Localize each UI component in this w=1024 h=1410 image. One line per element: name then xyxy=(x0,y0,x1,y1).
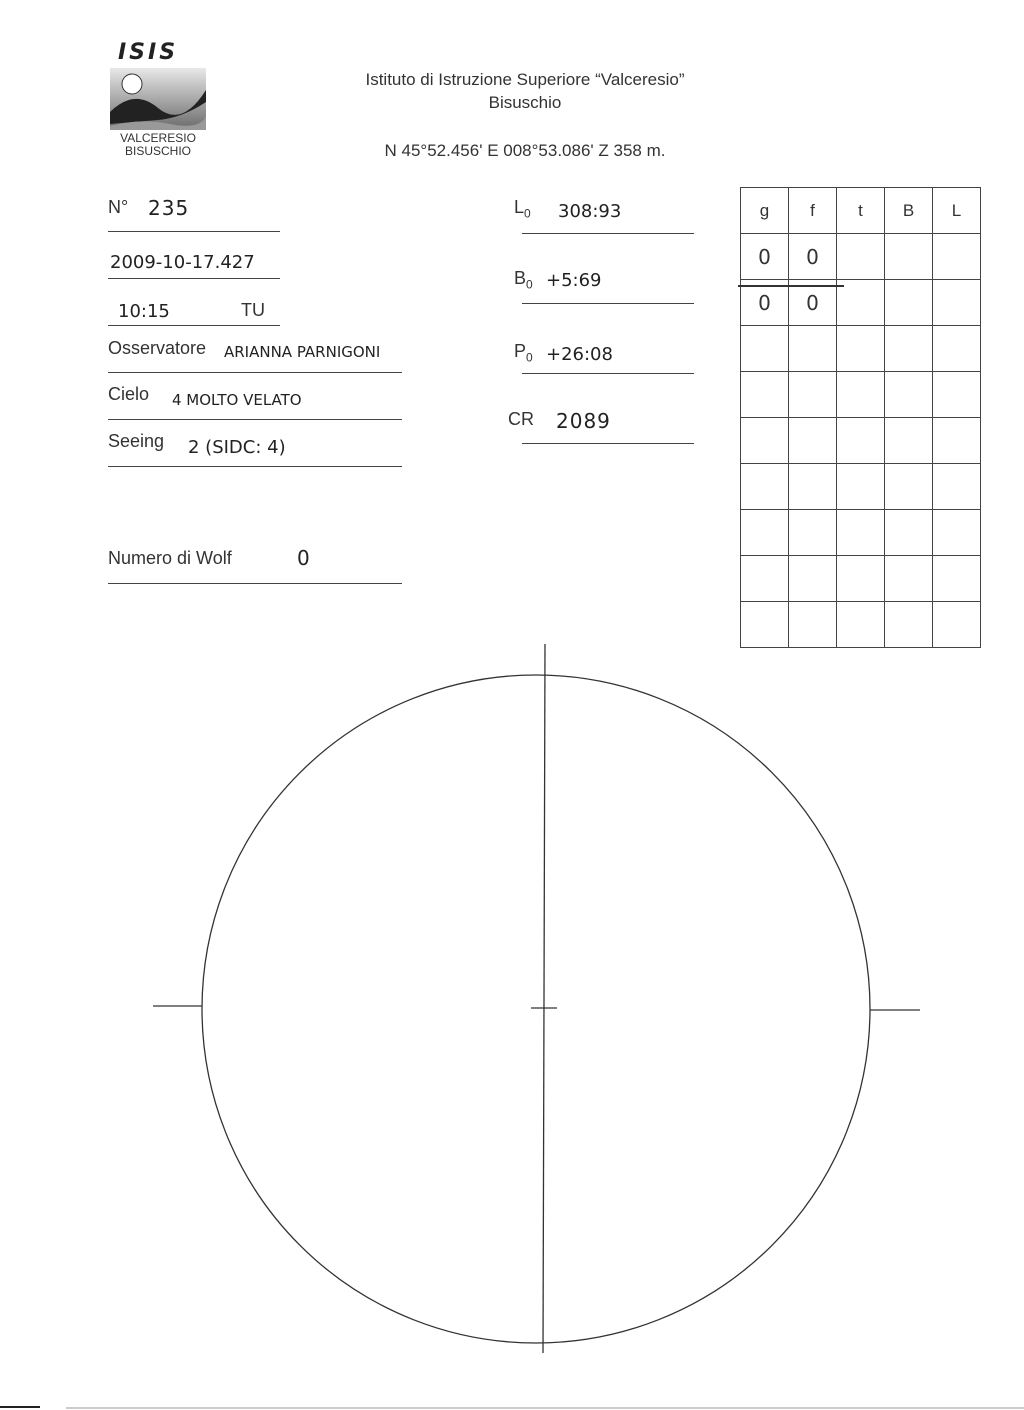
sunspot-count-table xyxy=(740,187,981,648)
wolf-label: Numero di Wolf xyxy=(108,548,232,568)
table-cell: 0 xyxy=(741,280,789,326)
column-b: B xyxy=(885,188,933,234)
p0-label xyxy=(514,341,533,365)
table-cell xyxy=(885,234,933,280)
institute-town: Bisuschio xyxy=(488,93,562,112)
b0-subscript: 0 xyxy=(526,277,533,292)
institute-name: Istituto di Istruzione Superiore “Valceresio” xyxy=(365,70,685,89)
table-row xyxy=(741,418,981,464)
table-cell xyxy=(933,510,981,556)
table-row xyxy=(741,234,981,280)
table-cell xyxy=(885,510,933,556)
table-cell xyxy=(789,602,837,648)
table-cell xyxy=(837,510,885,556)
b0-value: +5:69 xyxy=(546,270,602,291)
table-cell xyxy=(837,372,885,418)
table-cell xyxy=(789,418,837,464)
table-row xyxy=(741,602,981,648)
time-label: TU xyxy=(241,300,265,320)
table-cell xyxy=(789,464,837,510)
l0-label xyxy=(514,197,531,221)
observatory-coords: N 45°52.456' E 008°53.086' Z 358 m. xyxy=(384,141,666,160)
table-cell xyxy=(789,326,837,372)
table-cell: 0 xyxy=(789,280,837,326)
table-cell xyxy=(885,418,933,464)
number-underline xyxy=(108,231,280,232)
p0-letter: P xyxy=(514,341,527,361)
table-cell xyxy=(837,234,885,280)
solar-disk-circle xyxy=(202,675,870,1343)
time-underline xyxy=(108,325,280,326)
table-cell xyxy=(837,464,885,510)
logo-text: ISIS xyxy=(118,40,179,65)
table-row xyxy=(741,464,981,510)
seeing-underline xyxy=(108,466,402,467)
table-row xyxy=(741,510,981,556)
table-cell: 0 xyxy=(789,234,837,280)
cr-label: CR xyxy=(508,409,534,429)
column-l: L xyxy=(933,188,981,234)
l0-subscript: 0 xyxy=(524,206,531,221)
table-cell xyxy=(933,234,981,280)
table-header-row xyxy=(741,188,981,234)
date-value: 2009-10-17.427 xyxy=(110,252,255,273)
b0-label xyxy=(514,268,533,292)
table-cell xyxy=(741,556,789,602)
table-cell: 0 xyxy=(741,234,789,280)
cr-underline xyxy=(522,443,694,444)
observer-label: Osservatore xyxy=(108,338,207,358)
table-row xyxy=(741,372,981,418)
b0-letter: B xyxy=(514,268,527,288)
sky-value: 4 MOLTO VELATO xyxy=(172,391,302,409)
seeing-value: 2 (SIDC: 4) xyxy=(188,437,286,458)
number-value: 235 xyxy=(148,196,190,220)
cr-value: 2089 xyxy=(556,409,611,433)
wolf-underline xyxy=(108,583,402,584)
sky-label: Cielo xyxy=(108,384,150,404)
table-cell xyxy=(933,418,981,464)
table-cell xyxy=(933,602,981,648)
p0-underline xyxy=(522,373,694,374)
vertical-axis-line xyxy=(543,644,545,1353)
table-cell xyxy=(885,464,933,510)
table-cell xyxy=(741,372,789,418)
seeing-label: Seeing xyxy=(108,431,165,451)
observer-value: ARIANNA PARNIGONI xyxy=(224,343,381,361)
table-cell xyxy=(741,510,789,556)
p0-subscript: 0 xyxy=(526,350,533,365)
table-cell xyxy=(885,556,933,602)
table-cell xyxy=(741,602,789,648)
table-cell xyxy=(885,280,933,326)
date-underline xyxy=(108,278,280,279)
table-cell xyxy=(741,326,789,372)
b0-underline xyxy=(522,303,694,304)
table-cell xyxy=(885,326,933,372)
l0-underline xyxy=(522,233,694,234)
l0-value: 308:93 xyxy=(558,201,622,222)
time-value: 10:15 xyxy=(118,301,170,322)
table-cell xyxy=(933,280,981,326)
table-cell xyxy=(837,602,885,648)
logo-line1: VALCERESIO xyxy=(120,131,196,145)
column-f: f xyxy=(789,188,837,234)
table-cell xyxy=(837,326,885,372)
column-g: g xyxy=(741,188,789,234)
table-cell xyxy=(741,418,789,464)
observer-underline xyxy=(108,372,402,373)
l0-letter: L xyxy=(514,197,525,217)
sky-underline xyxy=(108,419,402,420)
table-cell xyxy=(933,372,981,418)
logo-wave-icon xyxy=(110,68,206,130)
logo xyxy=(108,40,208,165)
table-cell xyxy=(885,372,933,418)
table-cell xyxy=(885,602,933,648)
wolf-value: 0 xyxy=(297,546,311,570)
table-cell xyxy=(789,556,837,602)
table-cell xyxy=(837,556,885,602)
number-label: N° xyxy=(108,197,129,217)
table-cell xyxy=(789,510,837,556)
column-t: t xyxy=(837,188,885,234)
table-cell xyxy=(741,464,789,510)
table-cell xyxy=(837,418,885,464)
table-cell xyxy=(933,464,981,510)
table-cell xyxy=(933,556,981,602)
table-row xyxy=(741,326,981,372)
table-row xyxy=(741,556,981,602)
hand-stroke-line xyxy=(738,285,844,287)
table-cell xyxy=(789,372,837,418)
table-cell xyxy=(933,326,981,372)
logo-line2: BISUSCHIO xyxy=(124,144,191,158)
p0-value: +26:08 xyxy=(546,344,613,365)
